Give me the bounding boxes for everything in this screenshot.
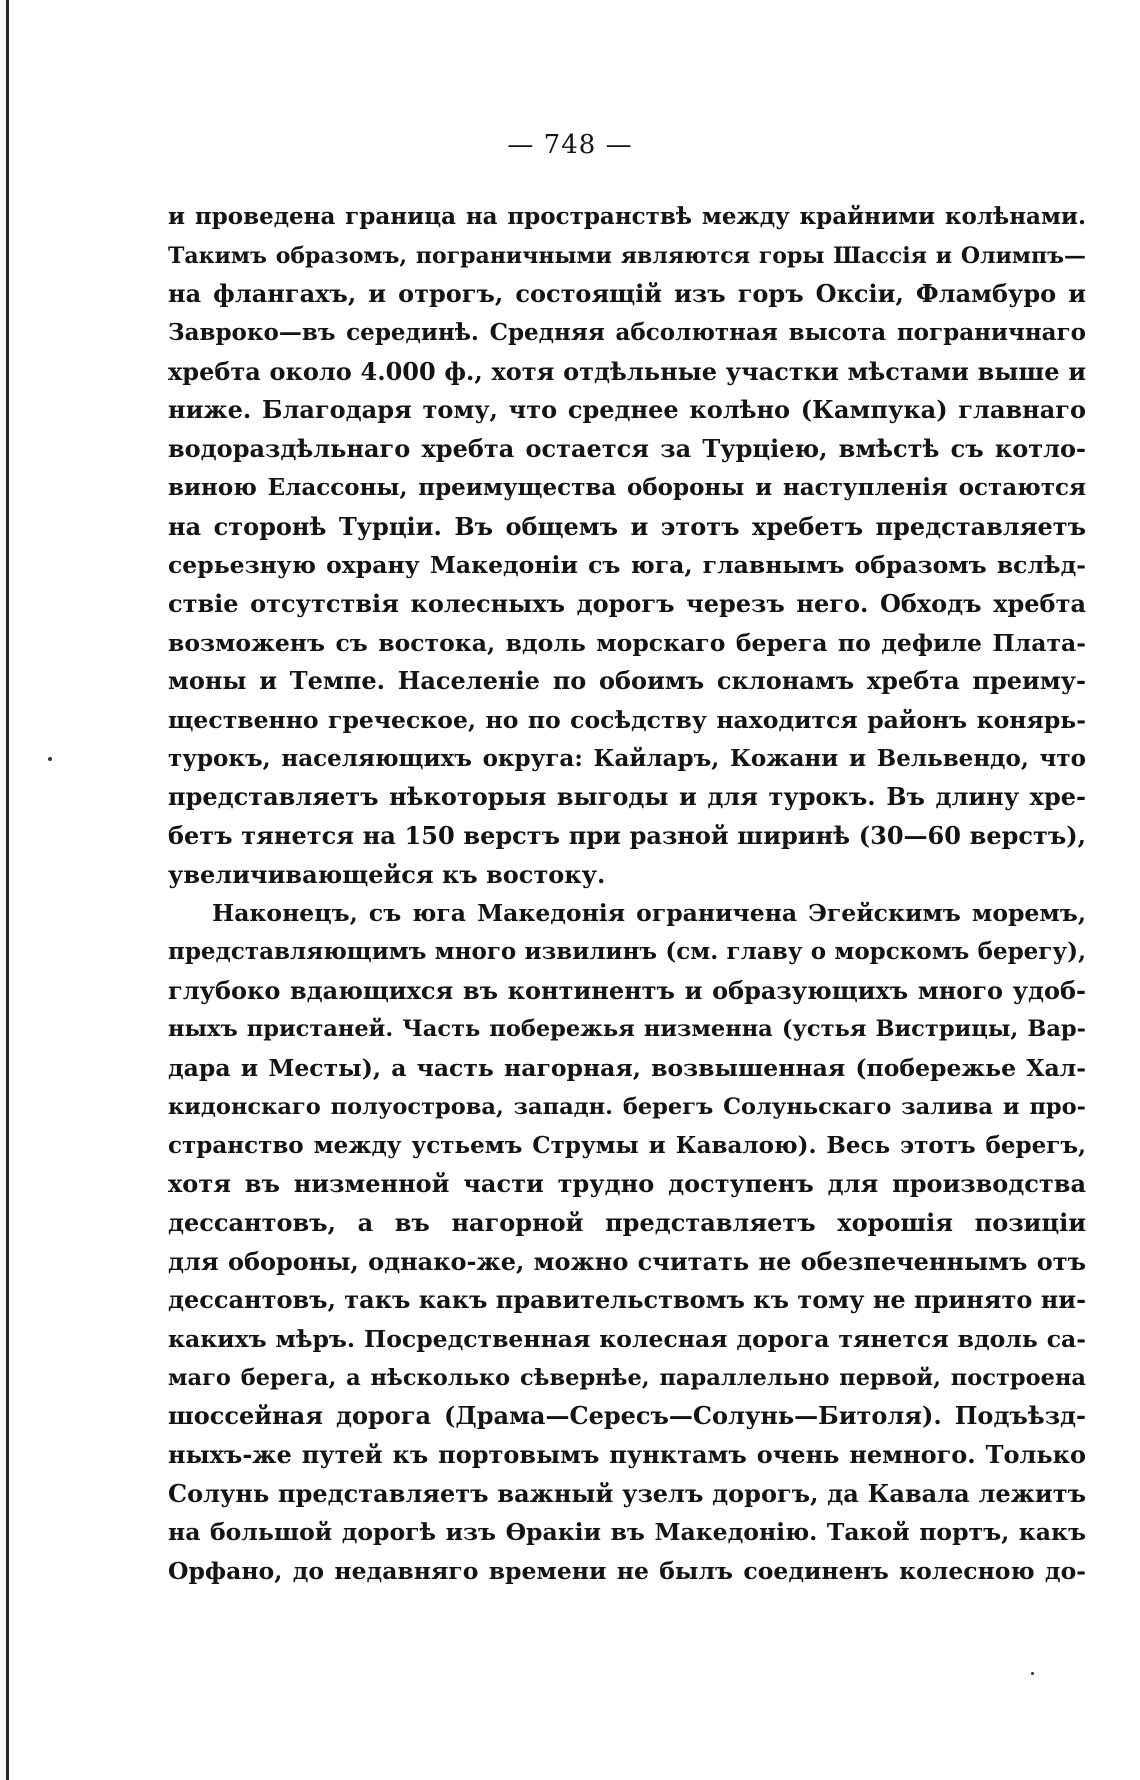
text-line: и проведена граница на пространствѣ между крайними колѣнами. — [168, 203, 1086, 230]
text-line: Наконецъ, съ юга Македонія ограничена Эгейскимъ моремъ, — [212, 899, 1086, 928]
text-line: виною Елассоны, преимущества обороны и наступленія остаются — [168, 473, 1086, 501]
text-line: Орфано, до недавняго времени не былъ соединенъ колесною до- — [168, 1557, 1086, 1586]
text-line: для обороны, однако-же, можно считать не обезпеченнымъ отъ — [168, 1246, 1086, 1276]
text-line: ныхъ пристаней. Часть побережья низменна (устья Вистрицы, Вар- — [168, 1016, 1086, 1043]
text-line: странство между устьемъ Струмы и Кавалою). Весь этотъ берегъ, — [168, 1131, 1086, 1159]
scan-speck — [1031, 1672, 1034, 1675]
text-line: дессантовъ, такъ какъ правительствомъ къ тому не принято ни- — [168, 1285, 1086, 1315]
text-line: хребта около 4.000 ф., хотя отдѣльные участки мѣстами выше и — [168, 356, 1086, 386]
text-line: дессантовъ, а въ нагорной представляетъ хорошія позиціи — [168, 1207, 1086, 1237]
text-line: турокъ, населяющихъ округа: Кайларъ, Кожани и Вельвендо, что — [168, 744, 1086, 772]
page-number: — 748 — — [507, 130, 633, 160]
text-line: серьезную охрану Македоніи съ юга, главнымъ образомъ вслѣд- — [168, 551, 1086, 580]
text-line: хотя въ низменной части трудно доступенъ для производства — [168, 1169, 1086, 1199]
text-line: на флангахъ, и отрогъ, состоящій изъ горъ Оксіи, Фламбуро и — [168, 279, 1086, 309]
text-line: ствіе отсутствія колесныхъ дорогъ черезъ него. Обходъ хребта — [168, 588, 1086, 618]
text-line: Солунь представляетъ важный узелъ дорогъ, да Кавала лежитъ — [168, 1478, 1086, 1508]
text-line: маго берега, а нѣсколько сѣвернѣе, параллельно первой, построена — [168, 1364, 1086, 1391]
text-line: на большой дорогѣ изъ Ѳракіи въ Македонію. Такой портъ, какъ — [168, 1518, 1086, 1547]
text-line: на сторонѣ Турціи. Въ общемъ и этотъ хребетъ представляетъ — [168, 511, 1086, 541]
text-line: щественно греческое, но по сосѣдству находится районъ конярь- — [168, 705, 1086, 734]
page-binding-edge — [6, 0, 9, 1780]
scan-speck — [48, 757, 52, 761]
text-line: шоссейная дорога (Драма—Сересъ—Солунь—Битоля). Подъѣзд- — [168, 1401, 1086, 1431]
text-line: кидонскаго полуострова, западн. берегъ Солуньскаго залива и про- — [168, 1093, 1086, 1120]
text-line: Заврокo—въ серединѣ. Средняя абсолютная высота пограничнаго — [168, 319, 1086, 347]
text-line: возможенъ съ востока, вдоль морскаго берега по дефиле Плата- — [168, 628, 1086, 657]
text-line: моны и Темпе. Населеніе по обоимъ склонамъ хребта преиму- — [168, 666, 1086, 696]
text-line: увеличивающейся къ востоку. — [168, 859, 606, 889]
text-line: водораздѣльнаго хребта остается за Турціею, вмѣстѣ съ котло- — [168, 434, 1086, 464]
text-line: ныхъ-же путей къ портовымъ пунктамъ очень немного. Только — [168, 1440, 1086, 1469]
text-line: ниже. Благодаря тому, что среднее колѣно (Кампука) главнаго — [168, 395, 1086, 425]
text-line: представляющимъ много извилинъ (см. главу о морскомъ берегу), — [168, 938, 1086, 966]
text-line: Такимъ образомъ, пограничными являются горы Шассія и Олимпъ— — [168, 242, 1086, 269]
text-line: представляетъ нѣкоторыя выгоды и для турокъ. Въ длину хре- — [168, 782, 1086, 812]
text-line: какихъ мѣръ. Посредственная колесная дорога тянется вдоль са- — [168, 1324, 1086, 1353]
body-text — [168, 198, 1086, 1591]
text-line: дара и Месты), а часть нагорная, возвышенная (побережье Хал- — [168, 1054, 1086, 1083]
text-line: глубоко вдающихся въ континентъ и образующихъ много удоб- — [168, 975, 1086, 1005]
text-line: бетъ тянется на 150 верстъ при разной ширинѣ (30—60 верстъ), — [168, 821, 1086, 850]
